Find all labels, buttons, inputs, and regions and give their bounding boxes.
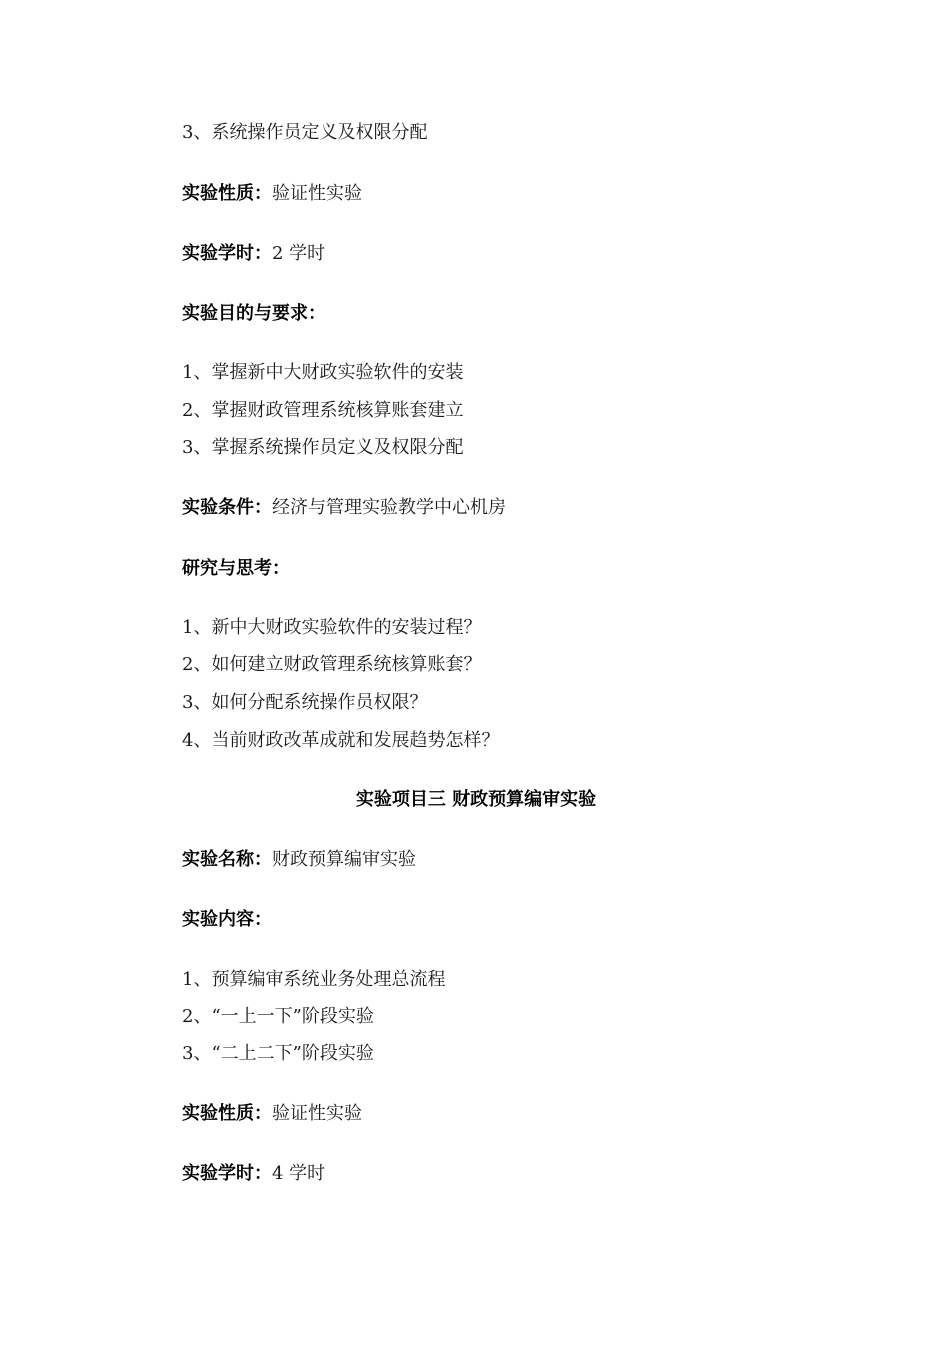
field-label: 实验性质： [182, 183, 272, 204]
list-item-text: 1、预算编审系统业务处理总流程 [182, 969, 446, 990]
field-label: 实验条件： [182, 497, 272, 518]
section-heading: 实验项目三 财政预算编审实验 [355, 789, 597, 810]
list-item [182, 616, 481, 640]
field-value: 验证性实验 [272, 1103, 362, 1124]
list-item-text: 3、如何分配系统操作员权限？ [182, 692, 428, 713]
list-item-text: 1、新中大财政实验软件的安装过程？ [182, 617, 482, 638]
list-item-text: 2、“一上一下”阶段实验 [182, 1006, 374, 1027]
list-item-text: 3、“二上二下”阶段实验 [182, 1043, 374, 1064]
list-item [182, 653, 481, 677]
field-label: 实验性质： [182, 1103, 272, 1124]
field-label: 实验目的与要求： [182, 303, 326, 324]
list-item [182, 436, 463, 460]
field-label: 实验名称： [182, 849, 272, 870]
experiment-nature [182, 1102, 362, 1126]
field-value: 财政预算编审实验 [272, 849, 416, 870]
list-item [182, 691, 427, 715]
experiment-hours [182, 1162, 325, 1186]
list-item [182, 968, 445, 992]
list-item-text: 4、当前财政改革成就和发展趋势怎样？ [182, 730, 500, 751]
field-label: 研究与思考： [182, 558, 290, 579]
field-value: 验证性实验 [272, 183, 362, 204]
experiment-name [182, 848, 416, 872]
list-item [182, 729, 499, 753]
field-value: 2 学时 [272, 243, 326, 264]
list-item [182, 361, 463, 385]
list-item-text: 2、掌握财政管理系统核算账套建立 [182, 400, 464, 421]
field-value: 4 学时 [272, 1163, 326, 1184]
list-item-text: 3、系统操作员定义及权限分配 [182, 122, 428, 143]
research-heading [182, 557, 290, 581]
content-item-3-system-operator [182, 121, 427, 145]
field-label: 实验学时： [182, 1163, 272, 1184]
field-label: 实验内容： [182, 909, 272, 930]
experiment-nature [182, 182, 362, 206]
list-item [182, 1005, 374, 1029]
list-item-text: 1、掌握新中大财政实验软件的安装 [182, 362, 464, 383]
list-item-text: 3、掌握系统操作员定义及权限分配 [182, 437, 464, 458]
experiment-purpose-heading [182, 302, 326, 326]
list-item [182, 399, 463, 423]
experiment-conditions [182, 496, 506, 520]
experiment-content-heading [182, 908, 272, 932]
field-label: 实验学时： [182, 243, 272, 264]
experiment-hours [182, 242, 325, 266]
field-value: 经济与管理实验教学中心机房 [272, 497, 506, 518]
list-item [182, 1042, 374, 1066]
list-item-text: 2、如何建立财政管理系统核算账套？ [182, 654, 482, 675]
